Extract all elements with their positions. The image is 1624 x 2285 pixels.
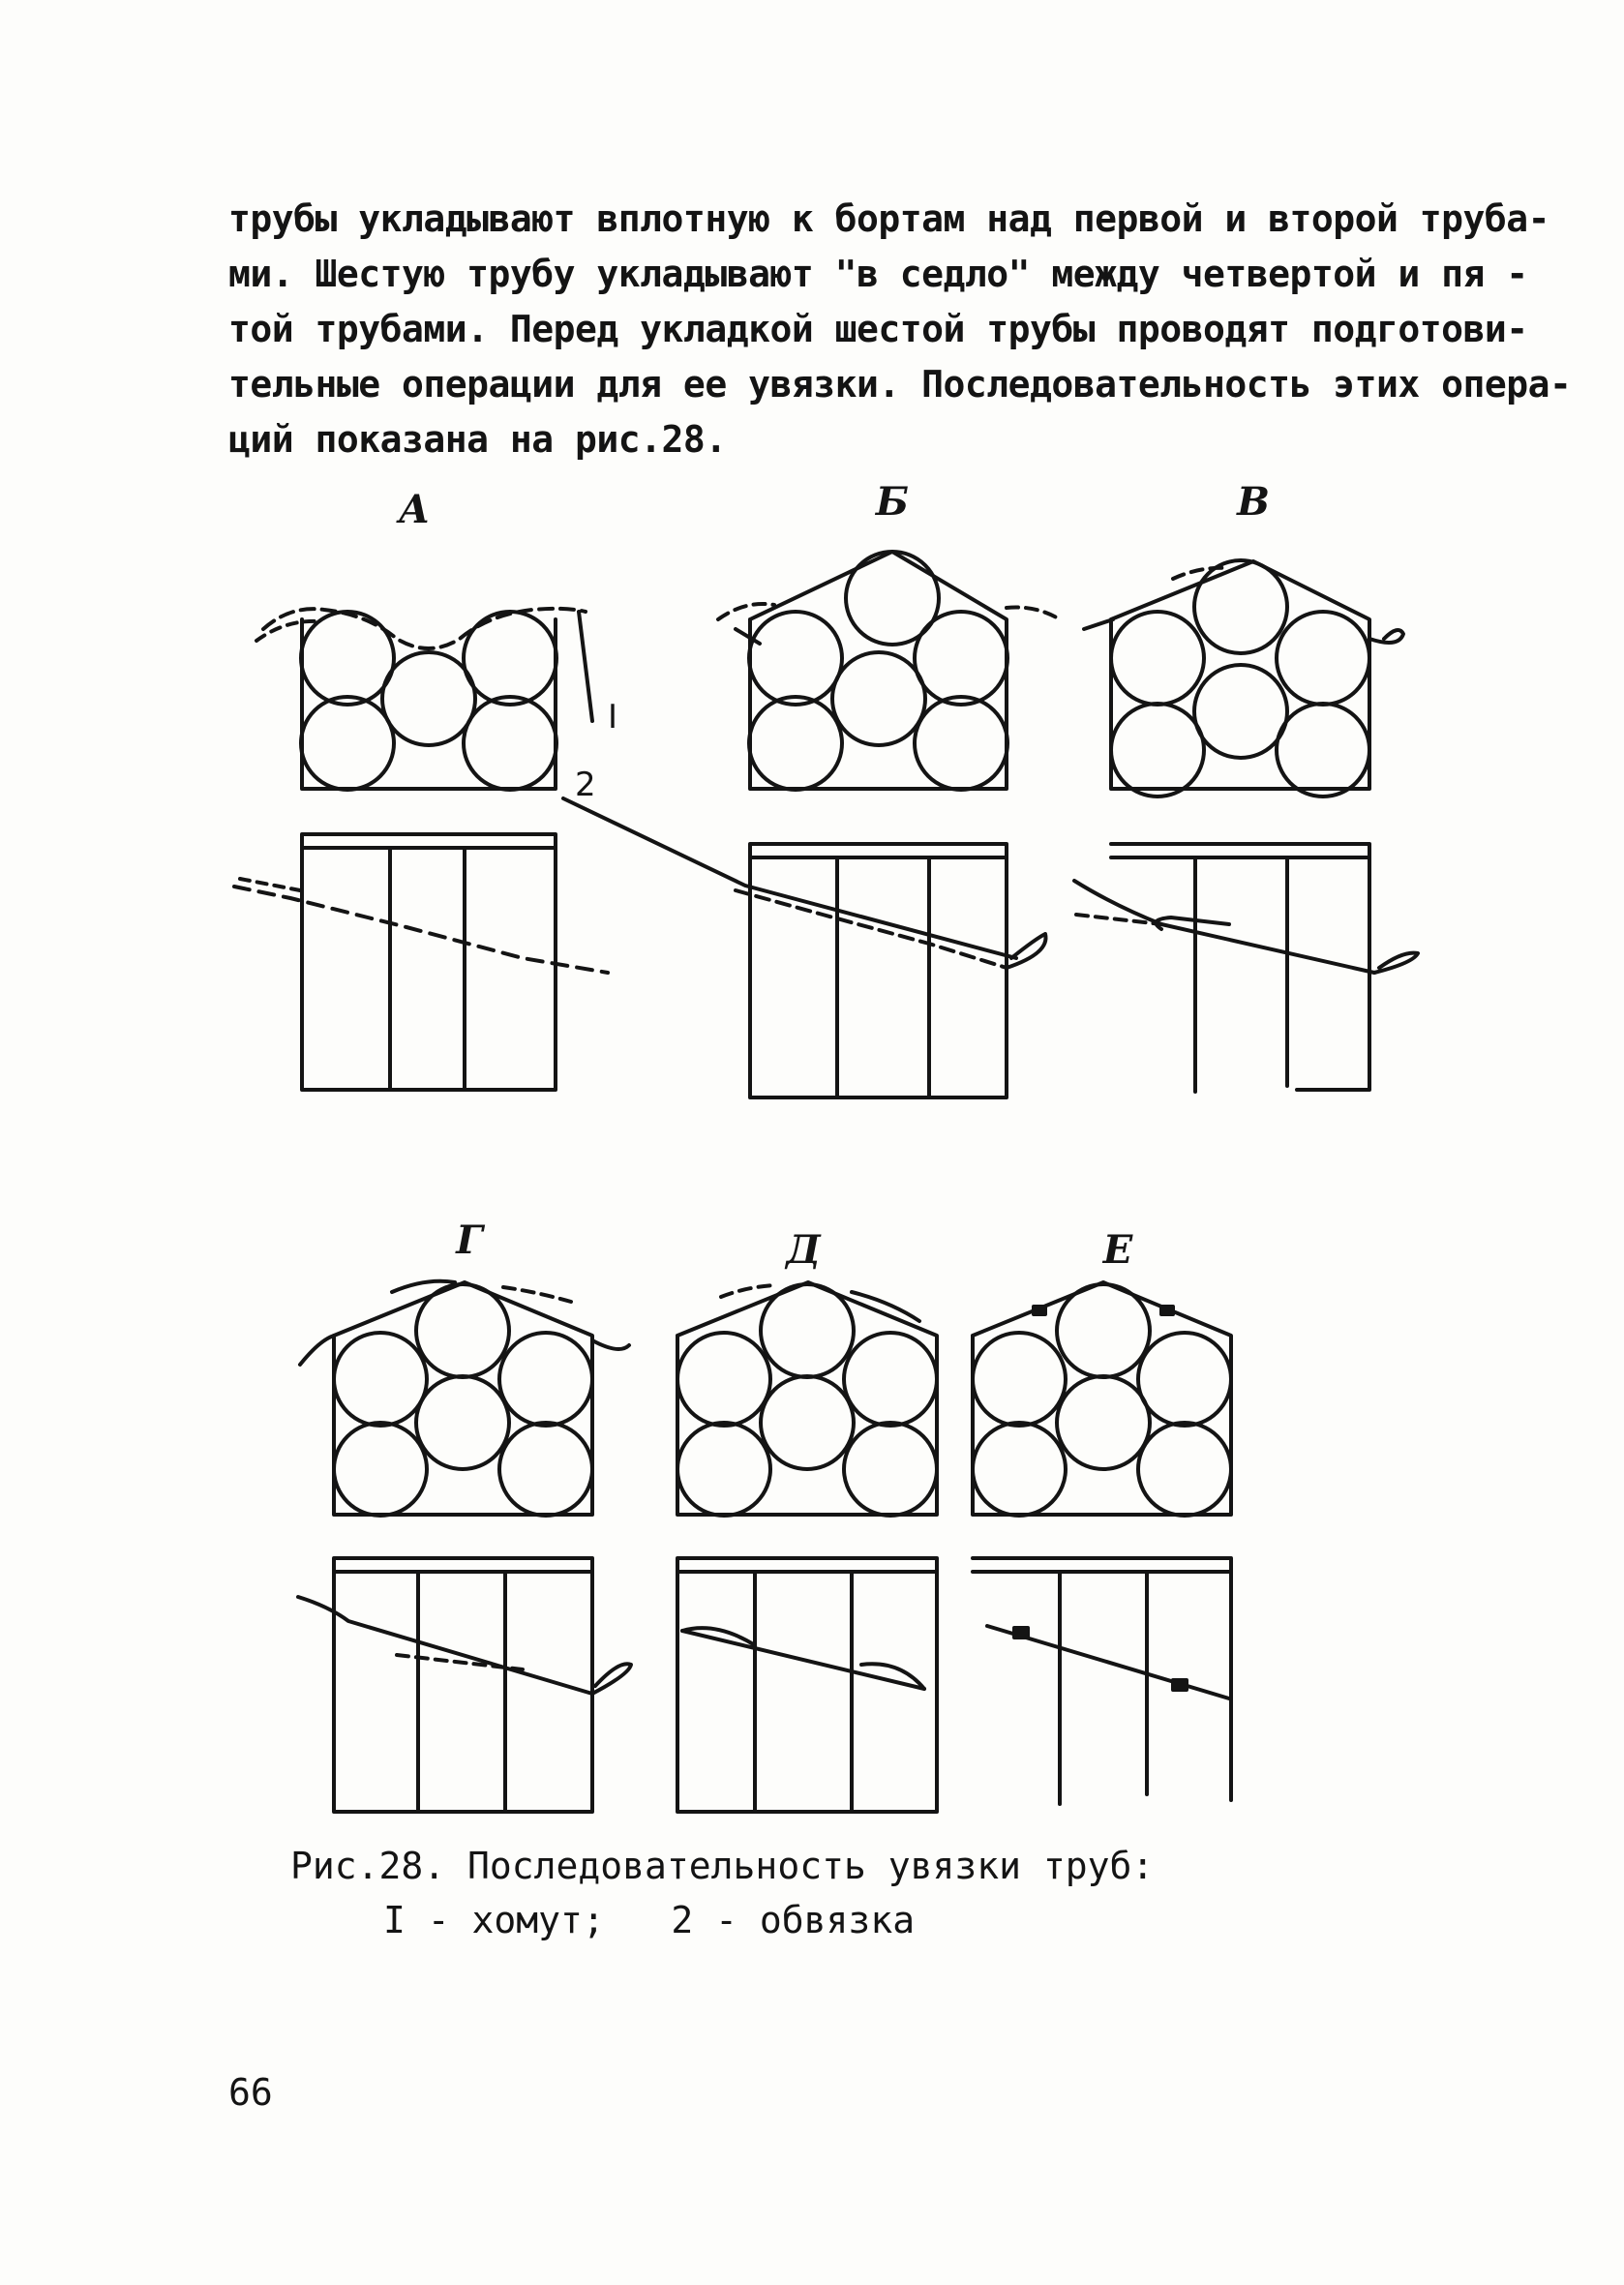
bundle-frame bbox=[973, 1282, 1231, 1515]
bundle-frame bbox=[677, 1282, 937, 1515]
strapping-pointer-line bbox=[563, 798, 1016, 958]
strap-loop bbox=[1007, 934, 1046, 968]
clamp-wire bbox=[579, 612, 592, 721]
bundle-side-view bbox=[677, 1558, 937, 1812]
panel-v bbox=[1074, 479, 1418, 1092]
bundle-side-view bbox=[1111, 844, 1369, 1090]
pipe-circles bbox=[749, 552, 1007, 790]
strap-line bbox=[503, 1287, 571, 1302]
paragraph-line: трубы укладывают вплотную к бортам над первой и второй труба- bbox=[228, 197, 1550, 240]
paragraph-line: ми. Шестую трубу укладывают "в седло" между четвертой и пя - bbox=[228, 253, 1528, 295]
panel-a bbox=[234, 487, 617, 1090]
strap-loop bbox=[1369, 630, 1403, 643]
panel-letter: Д bbox=[786, 1227, 821, 1273]
pipe-circles bbox=[301, 612, 556, 790]
panel-letter: Е bbox=[1102, 1227, 1133, 1273]
bundle-frame bbox=[334, 1282, 592, 1515]
callout-strapping: 2 bbox=[575, 766, 596, 804]
strap-buckle bbox=[1161, 1307, 1173, 1314]
strap-loop bbox=[592, 1664, 631, 1694]
strap-buckle bbox=[1173, 1680, 1187, 1690]
strap-line bbox=[298, 1597, 592, 1694]
panel-letter: А bbox=[398, 487, 431, 532]
strap-buckle bbox=[1034, 1307, 1045, 1314]
panel-letter: Б bbox=[875, 479, 910, 525]
strap-loop bbox=[682, 1628, 755, 1645]
strap-line bbox=[736, 890, 1007, 968]
strap-loop bbox=[592, 1340, 629, 1349]
bundle-frame bbox=[750, 552, 1007, 789]
panel-letter: Г bbox=[456, 1218, 483, 1263]
bundle-side-view bbox=[973, 1558, 1231, 1800]
bundle-side-view bbox=[302, 834, 556, 1090]
strap-line bbox=[682, 1631, 924, 1689]
bundle-frame bbox=[1111, 561, 1369, 789]
strap-line bbox=[721, 1285, 774, 1297]
figure-caption bbox=[290, 1839, 1154, 1947]
panel-b bbox=[718, 479, 1060, 1097]
bundle-side-view bbox=[334, 1558, 592, 1812]
page-number: 66 bbox=[228, 2071, 273, 2114]
panel-e bbox=[973, 1227, 1231, 1804]
strap-buckle bbox=[1014, 1628, 1028, 1638]
callout-clamp: I bbox=[608, 698, 618, 737]
panel-letter: В bbox=[1237, 479, 1270, 525]
panel-d bbox=[677, 1227, 937, 1812]
bundle-side-view bbox=[750, 844, 1007, 1097]
strap-line bbox=[1074, 881, 1374, 973]
caption-title: Рис.28. Последовательность увязки труб: bbox=[290, 1845, 1155, 1887]
strap-line bbox=[1084, 619, 1113, 629]
paragraph-line: той трубами. Перед укладкой шестой трубы проводят подготови- bbox=[228, 308, 1528, 350]
strap-loop bbox=[1374, 953, 1418, 973]
paragraph-line: тельные операции для ее увязки. Последовательность этих опера- bbox=[228, 363, 1572, 406]
strap-line bbox=[300, 1336, 334, 1365]
paragraph-line: ций показана на рис.28. bbox=[228, 418, 727, 461]
caption-legend: I - хомут; 2 - обвязка bbox=[383, 1899, 916, 1941]
panel-g bbox=[298, 1218, 631, 1812]
strap-line bbox=[1007, 608, 1060, 620]
strap-line bbox=[234, 887, 608, 973]
pipe-circles bbox=[1111, 560, 1369, 797]
